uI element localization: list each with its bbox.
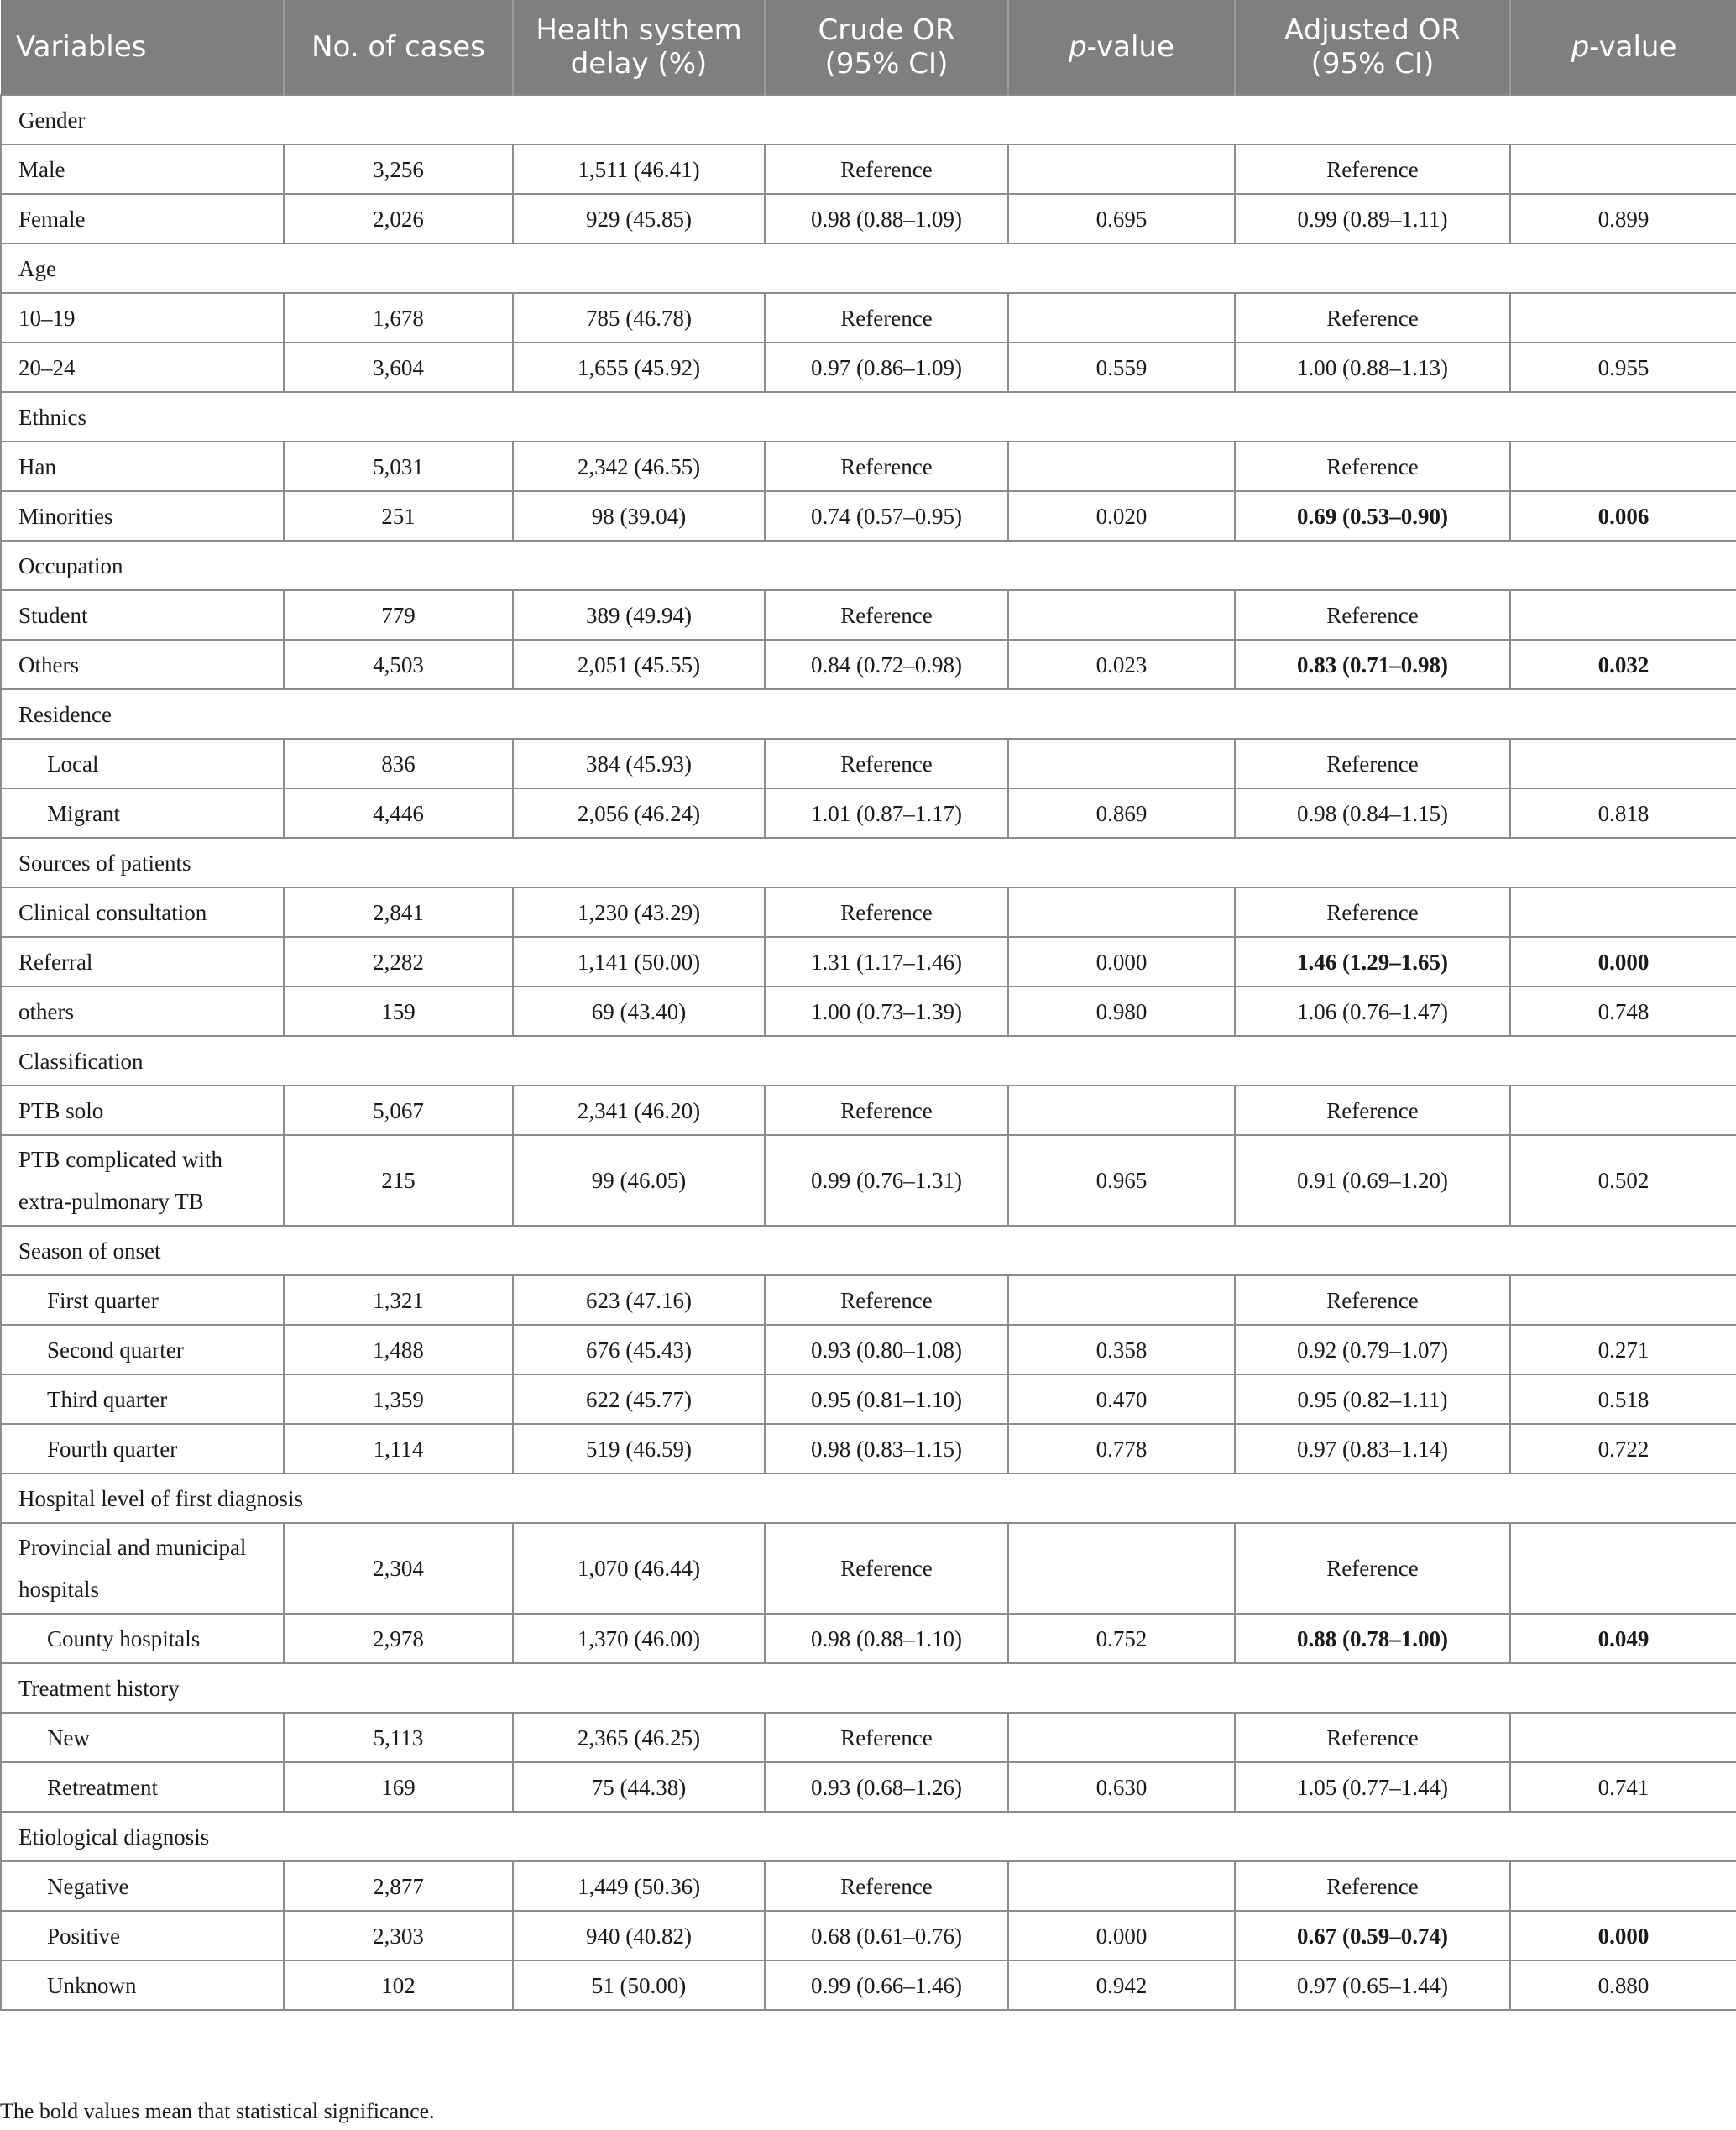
variable-cell: Positive (1, 1911, 284, 1960)
cases-cell: 836 (284, 739, 513, 788)
header-cases: No. of cases (284, 0, 513, 95)
p-value-crude-cell: 0.000 (1008, 1911, 1235, 1960)
p-value-crude-cell: 0.470 (1008, 1374, 1235, 1424)
adjusted-or-cell: 0.99 (0.89–1.11) (1235, 194, 1510, 243)
variable-cell: Retreatment (1, 1762, 284, 1812)
p-value-adjusted-cell: 0.899 (1510, 194, 1736, 243)
crude-or-cell: Reference (765, 144, 1008, 194)
p-value-crude-cell: 0.630 (1008, 1762, 1235, 1812)
delay-cell: 2,365 (46.25) (513, 1713, 765, 1762)
cases-cell: 1,359 (284, 1374, 513, 1424)
p-value-crude-cell: 0.942 (1008, 1960, 1235, 2010)
variable-cell: Unknown (1, 1960, 284, 2010)
p-value-adjusted-cell (1510, 1275, 1736, 1325)
variable-cell: Minorities (1, 491, 284, 541)
p-value-crude-cell: 0.965 (1008, 1135, 1235, 1226)
p-value-adjusted-cell: 0.748 (1510, 986, 1736, 1036)
p-value-crude-cell: 0.020 (1008, 491, 1235, 541)
p-value-crude-cell (1008, 1523, 1235, 1614)
p-value-adjusted-cell: 0.032 (1510, 640, 1736, 689)
delay-cell: 2,341 (46.20) (513, 1086, 765, 1135)
adjusted-or-cell: 0.91 (0.69–1.20) (1235, 1135, 1510, 1226)
p-value-adjusted-cell: 0.818 (1510, 788, 1736, 838)
delay-cell: 519 (46.59) (513, 1424, 765, 1473)
adjusted-or-cell: Reference (1235, 1713, 1510, 1762)
header-p-value-adjusted (1510, 0, 1736, 95)
p-value-adjusted-cell (1510, 144, 1736, 194)
cases-cell: 2,026 (284, 194, 513, 243)
crude-or-cell: 0.98 (0.83–1.15) (765, 1424, 1008, 1473)
group-title: Season of onset (1, 1226, 1736, 1275)
p-value-adjusted-cell (1510, 1086, 1736, 1135)
adjusted-or-cell: Reference (1235, 887, 1510, 937)
variable-cell: Clinical consultation (1, 887, 284, 937)
crude-or-cell: 0.98 (0.88–1.10) (765, 1614, 1008, 1663)
variable-cell: Male (1, 144, 284, 194)
p-value-crude-cell (1008, 590, 1235, 640)
adjusted-or-cell: Reference (1235, 442, 1510, 491)
variable-cell: Negative (1, 1861, 284, 1911)
crude-or-cell: 0.93 (0.80–1.08) (765, 1325, 1008, 1374)
adjusted-or-cell: 0.69 (0.53–0.90) (1235, 491, 1510, 541)
delay-cell: 1,370 (46.00) (513, 1614, 765, 1663)
header-crude-line2: (95% CI) (824, 47, 949, 81)
table-row (1, 590, 1736, 640)
delay-cell: 51 (50.00) (513, 1960, 765, 2010)
variable-cell: Student (1, 590, 284, 640)
p-value-adjusted-cell (1510, 590, 1736, 640)
p-value-crude-cell: 0.980 (1008, 986, 1235, 1036)
crude-or-cell: 1.00 (0.73–1.39) (765, 986, 1008, 1036)
crude-or-cell: Reference (765, 1713, 1008, 1762)
group-title: Sources of patients (1, 838, 1736, 887)
cases-cell: 251 (284, 491, 513, 541)
delay-cell: 1,655 (45.92) (513, 343, 765, 392)
delay-cell: 623 (47.16) (513, 1275, 765, 1325)
variable-cell: Third quarter (1, 1374, 284, 1424)
adjusted-or-cell: 0.97 (0.65–1.44) (1235, 1960, 1510, 2010)
adjusted-or-cell: Reference (1235, 144, 1510, 194)
delay-cell: 69 (43.40) (513, 986, 765, 1036)
p-value-crude-cell (1008, 1086, 1235, 1135)
cases-cell: 1,321 (284, 1275, 513, 1325)
delay-cell: 389 (49.94) (513, 590, 765, 640)
cases-cell: 2,282 (284, 937, 513, 986)
p-value-adjusted-cell: 0.000 (1510, 937, 1736, 986)
table-row (1, 1374, 1736, 1424)
variable-cell: Second quarter (1, 1325, 284, 1374)
group-title: Hospital level of first diagnosis (1, 1473, 1736, 1523)
table-row (1, 144, 1736, 194)
adjusted-or-cell: Reference (1235, 1861, 1510, 1911)
crude-or-cell: 0.84 (0.72–0.98) (765, 640, 1008, 689)
cases-cell: 5,067 (284, 1086, 513, 1135)
crude-or-cell: Reference (765, 293, 1008, 343)
cases-cell: 2,978 (284, 1614, 513, 1663)
header-adj-line1: Adjusted OR (1284, 13, 1461, 47)
adjusted-or-cell: 0.95 (0.82–1.11) (1235, 1374, 1510, 1424)
table-row (1, 788, 1736, 838)
p-value-adjusted-cell: 0.955 (1510, 343, 1736, 392)
group-title: Age (1, 243, 1736, 293)
crude-or-cell: 0.93 (0.68–1.26) (765, 1762, 1008, 1812)
crude-or-cell: 0.99 (0.76–1.31) (765, 1135, 1008, 1226)
p-value-adjusted-cell: 0.741 (1510, 1762, 1736, 1812)
cases-cell: 5,113 (284, 1713, 513, 1762)
crude-or-cell: Reference (765, 590, 1008, 640)
p-value-crude-cell (1008, 1861, 1235, 1911)
crude-or-cell: 0.95 (0.81–1.10) (765, 1374, 1008, 1424)
variable-cell: New (1, 1713, 284, 1762)
crude-or-cell: Reference (765, 1861, 1008, 1911)
group-row (1, 243, 1736, 293)
cases-cell: 2,304 (284, 1523, 513, 1614)
p-value-crude-cell: 0.778 (1008, 1424, 1235, 1473)
group-row (1, 95, 1736, 144)
p-value-adjusted-cell (1510, 739, 1736, 788)
p-value-adjusted-cell: 0.000 (1510, 1911, 1736, 1960)
header-p-value-crude (1008, 0, 1235, 95)
variable-cell: PTB solo (1, 1086, 284, 1135)
p-value-adjusted-cell: 0.518 (1510, 1374, 1736, 1424)
group-row (1, 1473, 1736, 1523)
crude-or-cell: Reference (765, 442, 1008, 491)
header-delay (513, 0, 765, 95)
variable-cell: Migrant (1, 788, 284, 838)
delay-cell: 1,070 (46.44) (513, 1523, 765, 1614)
p-value-crude-cell: 0.869 (1008, 788, 1235, 838)
p-value-adjusted-cell: 0.049 (1510, 1614, 1736, 1663)
adjusted-or-cell: Reference (1235, 1086, 1510, 1135)
p-value-adjusted-cell (1510, 442, 1736, 491)
p-value-adjusted-cell (1510, 1523, 1736, 1614)
group-row (1, 689, 1736, 739)
delay-cell: 99 (46.05) (513, 1135, 765, 1226)
header-delay-line1: Health system (536, 13, 742, 47)
cases-cell: 5,031 (284, 442, 513, 491)
crude-or-cell: 0.99 (0.66–1.46) (765, 1960, 1008, 2010)
header-p-rest: -value (1086, 30, 1174, 64)
p-value-crude-cell: 0.559 (1008, 343, 1235, 392)
table-row (1, 194, 1736, 243)
adjusted-or-cell: 0.83 (0.71–0.98) (1235, 640, 1510, 689)
crude-or-cell: Reference (765, 1523, 1008, 1614)
p-value-crude-cell: 0.000 (1008, 937, 1235, 986)
p-value-adjusted-cell: 0.722 (1510, 1424, 1736, 1473)
crude-or-cell: 0.97 (0.86–1.09) (765, 343, 1008, 392)
table-row (1, 293, 1736, 343)
adjusted-or-cell: 0.67 (0.59–0.74) (1235, 1911, 1510, 1960)
crude-or-cell: Reference (765, 887, 1008, 937)
header-variables: Variables (1, 0, 284, 95)
header-row (1, 0, 1736, 95)
group-title: Treatment history (1, 1663, 1736, 1713)
cases-cell: 3,604 (284, 343, 513, 392)
delay-cell: 2,056 (46.24) (513, 788, 765, 838)
table-row (1, 1424, 1736, 1473)
adjusted-or-cell: Reference (1235, 590, 1510, 640)
cases-cell: 1,114 (284, 1424, 513, 1473)
delay-cell: 2,051 (45.55) (513, 640, 765, 689)
table-row (1, 1911, 1736, 1960)
crude-or-cell: 1.31 (1.17–1.46) (765, 937, 1008, 986)
cases-cell: 169 (284, 1762, 513, 1812)
table-row (1, 1614, 1736, 1663)
group-title: Classification (1, 1036, 1736, 1086)
adjusted-or-cell: Reference (1235, 293, 1510, 343)
group-row (1, 392, 1736, 442)
header-crude-or (765, 0, 1008, 95)
group-row (1, 1036, 1736, 1086)
cases-cell: 4,446 (284, 788, 513, 838)
cases-cell: 2,877 (284, 1861, 513, 1911)
table-row (1, 739, 1736, 788)
p-value-crude-cell (1008, 887, 1235, 937)
table-body (1, 95, 1736, 2010)
table-row (1, 640, 1736, 689)
table-row (1, 442, 1736, 491)
group-row (1, 1812, 1736, 1861)
variable-cell: PTB complicated with extra-pulmonary TB (1, 1135, 284, 1226)
variable-cell: Provincial and municipal hospitals (1, 1523, 284, 1614)
table-row (1, 1713, 1736, 1762)
table-row (1, 937, 1736, 986)
delay-cell: 676 (45.43) (513, 1325, 765, 1374)
delay-cell: 785 (46.78) (513, 293, 765, 343)
adjusted-or-cell: 1.46 (1.29–1.65) (1235, 937, 1510, 986)
cases-cell: 4,503 (284, 640, 513, 689)
footnote: The bold values mean that statistical significance. (0, 2099, 435, 2123)
p-value-adjusted-cell (1510, 887, 1736, 937)
group-row (1, 838, 1736, 887)
header-adjusted-or (1235, 0, 1510, 95)
cases-cell: 2,303 (284, 1911, 513, 1960)
group-title: Ethnics (1, 392, 1736, 442)
p-value-crude-cell (1008, 1275, 1235, 1325)
adjusted-or-cell: Reference (1235, 739, 1510, 788)
p-value-crude-cell (1008, 1713, 1235, 1762)
table-row (1, 1135, 1736, 1226)
crude-or-cell: 0.68 (0.61–0.76) (765, 1911, 1008, 1960)
crude-or-cell: 1.01 (0.87–1.17) (765, 788, 1008, 838)
header-p2-rest: -value (1589, 30, 1677, 64)
p-value-crude-cell: 0.752 (1008, 1614, 1235, 1663)
delay-cell: 1,511 (46.41) (513, 144, 765, 194)
p-value-crude-cell: 0.695 (1008, 194, 1235, 243)
p-value-adjusted-cell (1510, 293, 1736, 343)
delay-cell: 98 (39.04) (513, 491, 765, 541)
group-title: Residence (1, 689, 1736, 739)
p-value-adjusted-cell: 0.880 (1510, 1960, 1736, 2010)
group-title: Gender (1, 95, 1736, 144)
adjusted-or-cell: 1.06 (0.76–1.47) (1235, 986, 1510, 1036)
cases-cell: 2,841 (284, 887, 513, 937)
table-row (1, 1523, 1736, 1614)
crude-or-cell: Reference (765, 1275, 1008, 1325)
table-row (1, 986, 1736, 1036)
group-row (1, 1226, 1736, 1275)
header-crude-line1: Crude OR (818, 13, 955, 47)
p-value-adjusted-cell: 0.006 (1510, 491, 1736, 541)
table-row (1, 1325, 1736, 1374)
variable-cell: First quarter (1, 1275, 284, 1325)
variable-cell: Fourth quarter (1, 1424, 284, 1473)
table-header (1, 0, 1736, 95)
header-delay-line2: delay (%) (570, 47, 708, 81)
adjusted-or-cell: 1.05 (0.77–1.44) (1235, 1762, 1510, 1812)
p-value-crude-cell: 0.358 (1008, 1325, 1235, 1374)
crude-or-cell: Reference (765, 739, 1008, 788)
cases-cell: 3,256 (284, 144, 513, 194)
delay-cell: 1,141 (50.00) (513, 937, 765, 986)
table-row (1, 491, 1736, 541)
adjusted-or-cell: 0.97 (0.83–1.14) (1235, 1424, 1510, 1473)
p-value-adjusted-cell: 0.271 (1510, 1325, 1736, 1374)
table-row (1, 1086, 1736, 1135)
cases-cell: 102 (284, 1960, 513, 2010)
p-value-crude-cell (1008, 442, 1235, 491)
header-p2-italic: p (1571, 30, 1590, 64)
delay-cell: 75 (44.38) (513, 1762, 765, 1812)
group-row (1, 1663, 1736, 1713)
delay-cell: 384 (45.93) (513, 739, 765, 788)
variable-cell: others (1, 986, 284, 1036)
adjusted-or-cell: 1.00 (0.88–1.13) (1235, 343, 1510, 392)
delay-cell: 622 (45.77) (513, 1374, 765, 1424)
crude-or-cell: 0.74 (0.57–0.95) (765, 491, 1008, 541)
table-row (1, 1861, 1736, 1911)
variable-cell: 10–19 (1, 293, 284, 343)
cases-cell: 215 (284, 1135, 513, 1226)
variable-cell: Others (1, 640, 284, 689)
delay-cell: 940 (40.82) (513, 1911, 765, 1960)
p-value-crude-cell: 0.023 (1008, 640, 1235, 689)
table-row (1, 887, 1736, 937)
table-row (1, 343, 1736, 392)
adjusted-or-cell: Reference (1235, 1523, 1510, 1614)
delay-cell: 1,449 (50.36) (513, 1861, 765, 1911)
adjusted-or-cell: Reference (1235, 1275, 1510, 1325)
delay-cell: 2,342 (46.55) (513, 442, 765, 491)
header-p-italic: p (1069, 30, 1087, 64)
variable-cell: 20–24 (1, 343, 284, 392)
table-row (1, 1275, 1736, 1325)
group-title: Occupation (1, 541, 1736, 590)
variable-cell: Han (1, 442, 284, 491)
variable-cell: Female (1, 194, 284, 243)
p-value-crude-cell (1008, 739, 1235, 788)
cases-cell: 1,488 (284, 1325, 513, 1374)
header-adj-line2: (95% CI) (1310, 47, 1435, 81)
variable-cell: Referral (1, 937, 284, 986)
cases-cell: 779 (284, 590, 513, 640)
p-value-adjusted-cell (1510, 1861, 1736, 1911)
variable-cell: Local (1, 739, 284, 788)
crude-or-cell: 0.98 (0.88–1.09) (765, 194, 1008, 243)
p-value-crude-cell (1008, 293, 1235, 343)
crude-or-cell: Reference (765, 1086, 1008, 1135)
p-value-adjusted-cell (1510, 1713, 1736, 1762)
cases-cell: 1,678 (284, 293, 513, 343)
cases-cell: 159 (284, 986, 513, 1036)
group-title: Etiological diagnosis (1, 1812, 1736, 1861)
delay-cell: 929 (45.85) (513, 194, 765, 243)
p-value-crude-cell (1008, 144, 1235, 194)
adjusted-or-cell: 0.92 (0.79–1.07) (1235, 1325, 1510, 1374)
p-value-adjusted-cell: 0.502 (1510, 1135, 1736, 1226)
delay-cell: 1,230 (43.29) (513, 887, 765, 937)
table-row (1, 1960, 1736, 2010)
variable-cell: County hospitals (1, 1614, 284, 1663)
adjusted-or-cell: 0.88 (0.78–1.00) (1235, 1614, 1510, 1663)
group-row (1, 541, 1736, 590)
adjusted-or-cell: 0.98 (0.84–1.15) (1235, 788, 1510, 838)
table-row (1, 1762, 1736, 1812)
